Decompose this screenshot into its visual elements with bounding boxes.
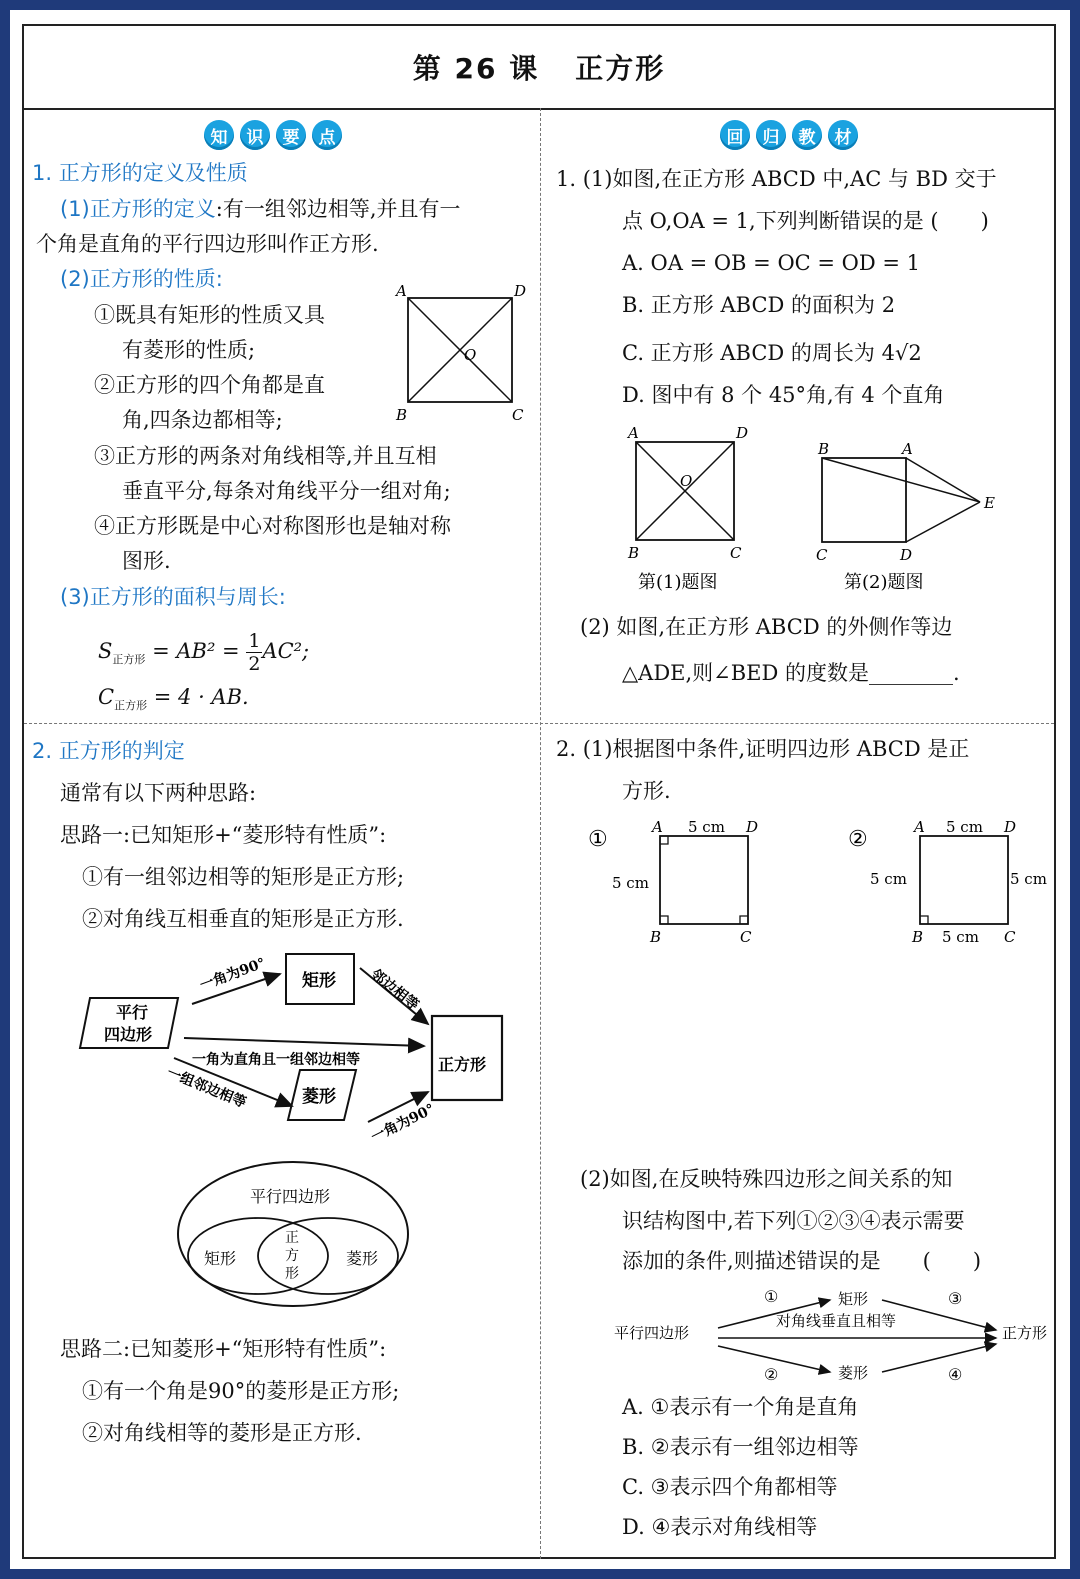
condition-marker: ① — [764, 1287, 779, 1306]
section1-heading: 1. 正方形的定义及性质 — [32, 161, 248, 185]
vertex-label-c: C — [1004, 928, 1016, 946]
node-square: 正方形 — [1002, 1324, 1048, 1342]
vertex-label-d: D — [900, 546, 913, 564]
vertex-label-a: A — [902, 440, 913, 458]
vertex-label-a: A — [396, 282, 407, 300]
question2-line: 方形. — [622, 779, 671, 803]
question2b-line: 添加的条件,则描述错误的是 ( ) — [622, 1249, 982, 1273]
vertex-label-a: A — [652, 818, 663, 836]
badge-char: 归 — [756, 120, 786, 150]
figure-q2-square-2 — [844, 812, 1054, 962]
textbook-review-badge — [720, 120, 858, 150]
definition-line-1 — [60, 194, 461, 224]
worksheet-frame — [22, 24, 1056, 1559]
property-line: 有菱形的性质; — [122, 338, 256, 362]
vertex-label-d: D — [1004, 818, 1017, 836]
option-a[interactable]: A. OA = OB = OC = OD = 1 — [622, 251, 921, 275]
route2-item: ②对角线相等的菱形是正方形. — [82, 1421, 362, 1445]
figure-number: ② — [848, 827, 868, 852]
route1-heading: 思路一:已知矩形+“菱形特有性质”: — [60, 823, 387, 847]
section2-intro: 通常有以下两种思路: — [60, 781, 257, 805]
knowledge-structure-diagram — [604, 1282, 1060, 1382]
area-perimeter-label: (3)正方形的面积与周长: — [60, 585, 286, 609]
vertex-label-a: A — [914, 818, 925, 836]
area-subscript: 正方形 — [112, 653, 146, 667]
fraction — [246, 630, 262, 675]
side-length-label: 5 cm — [942, 928, 979, 946]
side-length-label: 5 cm — [1010, 870, 1047, 888]
badge-char: 点 — [312, 120, 342, 150]
question1b-line: (2) 如图,在正方形 ABCD 的外侧作等边 — [580, 615, 953, 639]
route1-item: ②对角线互相垂直的矩形是正方形. — [82, 907, 404, 931]
figure-caption: 第(1)题图 — [638, 572, 718, 593]
property-line: 角,四条边都相等; — [122, 408, 283, 432]
node-parallelogram: 平行四边形 — [614, 1324, 690, 1342]
vertex-label-d: D — [514, 282, 527, 300]
venn-square-label: 正 — [285, 1230, 299, 1246]
badge-char: 材 — [828, 120, 858, 150]
arrow-label: 一角为90° — [368, 1101, 438, 1146]
determination-flowchart — [74, 946, 514, 1146]
vertex-label-b: B — [628, 544, 640, 562]
side-length-label: 5 cm — [946, 818, 983, 836]
vertex-label-b: B — [818, 440, 830, 458]
area-symbol: S — [98, 639, 113, 663]
badge-char: 教 — [792, 120, 822, 150]
definition-text-2: 个角是直角的平行四边形叫作正方形. — [36, 232, 379, 256]
center-label-o: O — [680, 472, 693, 490]
question2-line: 2. (1)根据图中条件,证明四边形 ABCD 是正 — [556, 737, 970, 761]
property-line: ①既具有矩形的性质又具 — [94, 303, 325, 327]
side-length-label: 5 cm — [870, 870, 907, 888]
perimeter-formula — [98, 682, 249, 721]
vertex-label-c: C — [512, 406, 524, 424]
section2-heading: 2. 正方形的判定 — [32, 739, 185, 763]
properties-label: (2)正方形的性质: — [60, 267, 223, 291]
property-line: ②正方形的四个角都是直 — [94, 373, 325, 397]
badge-char: 识 — [240, 120, 270, 150]
condition-marker: ② — [764, 1365, 779, 1384]
rhombus-label: 菱形 — [302, 1087, 336, 1107]
area-formula-tail: AC²; — [262, 639, 310, 663]
option-d[interactable]: D. 图中有 8 个 45°角,有 4 个直角 — [622, 383, 945, 407]
side-length-label: 5 cm — [612, 874, 649, 892]
venn-outer-label: 平行四边形 — [250, 1187, 331, 1206]
vertex-label-c: C — [740, 928, 752, 946]
route1-item: ①有一组邻边相等的矩形是正方形; — [82, 865, 405, 889]
option-c[interactable]: C. 正方形 ABCD 的周长为 4√2 — [622, 341, 922, 365]
property-line: ④正方形既是中心对称图形也是轴对称 — [94, 514, 451, 538]
area-formula-mid: = AB² = — [152, 639, 247, 663]
perimeter-subscript: 正方形 — [114, 699, 148, 713]
fraction-denominator: 2 — [248, 653, 261, 675]
property-line: 垂直平分,每条对角线平分一组对角; — [122, 479, 451, 503]
vertex-label-b: B — [912, 928, 924, 946]
fraction-numerator: 1 — [248, 630, 261, 652]
node-rhombus: 菱形 — [838, 1364, 869, 1382]
definition-text-1: :有一组邻边相等,并且有一 — [215, 197, 461, 221]
figure-number: ① — [588, 827, 608, 852]
badge-char: 要 — [276, 120, 306, 150]
question2b-line: (2)如图,在反映特殊四边形之间关系的知 — [580, 1167, 953, 1191]
square-label: 正方形 — [438, 1055, 487, 1074]
knowledge-points-badge — [204, 120, 342, 150]
condition-marker: ④ — [948, 1365, 963, 1384]
side-length-label: 5 cm — [688, 818, 725, 836]
parallelogram-label: 平行 — [116, 1003, 149, 1022]
venn-rhombus-label: 菱形 — [346, 1249, 379, 1268]
node-rectangle: 矩形 — [838, 1290, 869, 1308]
figure-q2-square-1 — [584, 812, 784, 962]
perimeter-symbol: C — [98, 685, 115, 709]
perimeter-formula-tail: = 4 · AB. — [153, 685, 249, 709]
arrow-label: 一角为90° — [197, 955, 268, 994]
lesson-topic: 正方形 — [575, 52, 666, 85]
row-divider — [24, 723, 1054, 724]
property-line: 图形. — [122, 549, 171, 573]
rectangle-label: 矩形 — [302, 971, 336, 991]
question1b-line: △ADE,则∠BED 的度数是________. — [622, 661, 960, 685]
question2b-line: 识结构图中,若下列①②③④表示需要 — [622, 1209, 965, 1233]
center-label-o: O — [464, 346, 477, 364]
vertex-label-d: D — [736, 424, 749, 442]
figure-q1-square — [620, 422, 770, 592]
quadrilateral-venn-diagram — [176, 1158, 416, 1308]
square-diagram-left — [394, 284, 534, 434]
vertex-label-e: E — [984, 494, 995, 512]
arrow-label: 一组邻边相等 — [164, 1064, 249, 1112]
badge-char: 回 — [720, 120, 750, 150]
arrow-label: 一角为直角且一组邻边相等 — [192, 1052, 360, 1068]
column-divider — [540, 108, 541, 1559]
venn-square-label: 形 — [285, 1266, 299, 1282]
vertex-label-b: B — [650, 928, 662, 946]
vertex-label-d: D — [746, 818, 759, 836]
page-title — [24, 26, 1054, 110]
route2-item: ①有一个角是90°的菱形是正方形; — [82, 1379, 400, 1403]
figure-q2-square-triangle — [814, 436, 1014, 592]
option-a[interactable]: A. ①表示有一个角是直角 — [622, 1395, 859, 1419]
worksheet-page — [10, 10, 1070, 1569]
option-c[interactable]: C. ③表示四个角都相等 — [622, 1475, 838, 1499]
middle-condition-label: 对角线垂直且相等 — [776, 1312, 897, 1330]
route2-heading: 思路二:已知菱形+“矩形特有性质”: — [60, 1337, 387, 1361]
option-b[interactable]: B. 正方形 ABCD 的面积为 2 — [622, 293, 896, 317]
parallelogram-label: 四边形 — [104, 1025, 153, 1044]
venn-rectangle-label: 矩形 — [204, 1249, 237, 1268]
option-b[interactable]: B. ②表示有一组邻边相等 — [622, 1435, 859, 1459]
option-d[interactable]: D. ④表示对角线相等 — [622, 1515, 818, 1539]
vertex-label-a: A — [628, 424, 639, 442]
question1-line: 点 O,OA = 1,下列判断错误的是 ( ) — [622, 209, 989, 233]
vertex-label-c: C — [730, 544, 742, 562]
property-line: ③正方形的两条对角线相等,并且互相 — [94, 444, 437, 468]
arrow-label: 邻边相等 — [367, 966, 422, 1014]
area-formula — [98, 630, 309, 675]
condition-marker: ③ — [948, 1289, 963, 1308]
lesson-number: 第 26 课 — [412, 52, 540, 85]
definition-label: (1)正方形的定义 — [60, 197, 216, 221]
vertex-label-c: C — [816, 546, 828, 564]
badge-char: 知 — [204, 120, 234, 150]
question1-line: 1. (1)如图,在正方形 ABCD 中,AC 与 BD 交于 — [556, 167, 997, 191]
venn-square-label: 方 — [285, 1248, 299, 1264]
vertex-label-b: B — [396, 406, 408, 424]
figure-caption: 第(2)题图 — [844, 572, 924, 593]
